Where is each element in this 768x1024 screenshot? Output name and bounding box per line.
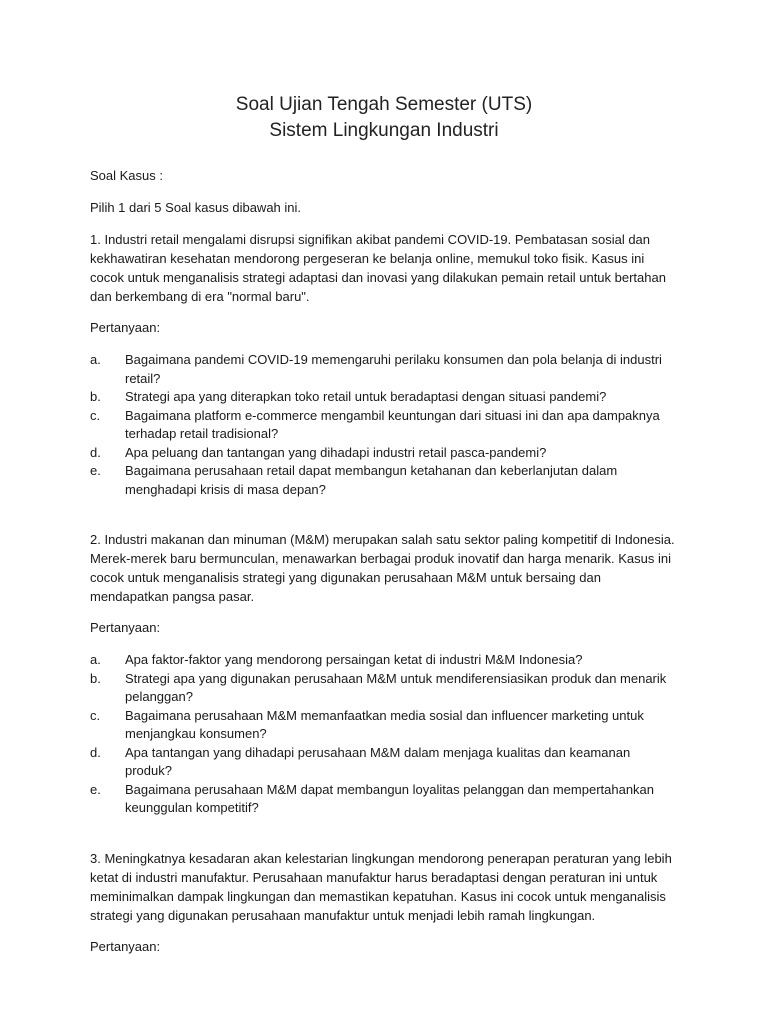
list-item [90, 407, 678, 444]
case-1 [90, 230, 678, 499]
question-text: Bagaimana platform e-commerce mengambil keuntungan dari situasi ini dan apa dampaknya terhadap retail tradisional? [125, 407, 660, 441]
case-label: Soal Kasus : [90, 168, 163, 183]
document-title [90, 92, 678, 144]
instructions: Pilih 1 dari 5 Soal kasus dibawah ini. [90, 200, 302, 215]
list-item [90, 444, 678, 463]
list-item [90, 351, 678, 388]
title-line-2: Sistem Lingkungan Industri [269, 120, 499, 141]
question-letter: d. [90, 744, 101, 760]
case-2 [90, 530, 678, 818]
case-3 [90, 849, 678, 956]
question-letter: b. [90, 389, 101, 404]
question-text: Apa tantangan yang dihadapi perusahaan M&M dalam menjaga kualitas dan keamanan produk? [125, 744, 631, 778]
question-letter: e. [90, 781, 101, 797]
question-letter: e. [90, 463, 101, 478]
question-text: Apa peluang dan tantangan yang dihadapi industri retail pasca-pandemi? [125, 444, 547, 460]
list-item [90, 651, 678, 670]
question-text: Bagaimana perusahaan M&M dapat membangun loyalitas pelanggan dan mempertahankan keunggulan kompetitif? [125, 781, 655, 815]
case-1-questions-label: Pertanyaan: [90, 320, 161, 335]
question-letter: a. [90, 352, 101, 367]
list-item [90, 670, 678, 707]
question-text: Apa faktor-faktor yang mendorong persaingan ketat di industri M&M Indonesia? [125, 652, 583, 667]
case-2-text: 2. Industri makanan dan minuman (M&M) merupakan salah satu sektor paling kompetitif di Indonesia. Merek-merek baru bermunculan, menawarkan berbagai produk inovatif dan harga menarik. Kasus ini cocok untuk menganalisis strategi yang digunakan perusahaan M&M untuk bersaing dan mendapatkan pangsa pasar. [90, 532, 675, 604]
title-line-1: Soal Ujian Tengah Semester (UTS) [235, 94, 533, 115]
case-2-questions-label: Pertanyaan: [90, 620, 161, 635]
list-item [90, 388, 678, 407]
question-letter: b. [90, 670, 101, 686]
list-item [90, 462, 678, 499]
question-text: Bagaimana perusahaan M&M memanfaatkan media sosial dan influencer marketing untuk menjangkau konsumen? [125, 707, 644, 741]
case-3-text: 3. Meningkatnya kesadaran akan kelestarian lingkungan mendorong penerapan peraturan yang lebih ketat di industri manufaktur. Perusahaan manufaktur harus beradaptasi dengan peraturan ini untuk meminimalkan dampak lingkungan dan memastikan kepatuhan. Kasus ini cocok untuk menganalisis strategi yang digunakan perusahaan manufaktur untuk menjadi lebih ramah lingkungan. [90, 850, 672, 923]
case-1-question-list [90, 351, 678, 499]
list-item [90, 744, 678, 781]
list-item [90, 707, 678, 744]
question-letter: a. [90, 652, 101, 667]
question-letter: c. [90, 707, 101, 723]
question-text: Bagaimana pandemi COVID-19 memengaruhi perilaku konsumen dan pola belanja di industri retail? [125, 352, 662, 386]
case-1-text: 1. Industri retail mengalami disrupsi signifikan akibat pandemi COVID-19. Pembatasan sosial dan kekhawatiran kesehatan mendorong pergeseran ke belanja online, memukul toko fisik. Kasus ini cocok untuk menganalisis strategi adaptasi dan inovasi yang dilakukan pemain retail untuk bertahan dan berkembang di era "normal baru". [90, 232, 666, 304]
case-2-question-list [90, 651, 678, 818]
question-letter: d. [90, 444, 101, 460]
question-text: Strategi apa yang digunakan perusahaan M&M untuk mendiferensiasikan produk dan menarik pelanggan? [125, 670, 667, 704]
question-letter: c. [90, 407, 101, 423]
question-text: Strategi apa yang diterapkan toko retail untuk beradaptasi dengan situasi pandemi? [125, 389, 607, 404]
question-text: Bagaimana perusahaan retail dapat membangun ketahanan dan keberlanjutan dalam menghadapi krisis di masa depan? [125, 463, 618, 497]
case-3-questions-label: Pertanyaan: [90, 938, 161, 954]
list-item [90, 781, 678, 818]
